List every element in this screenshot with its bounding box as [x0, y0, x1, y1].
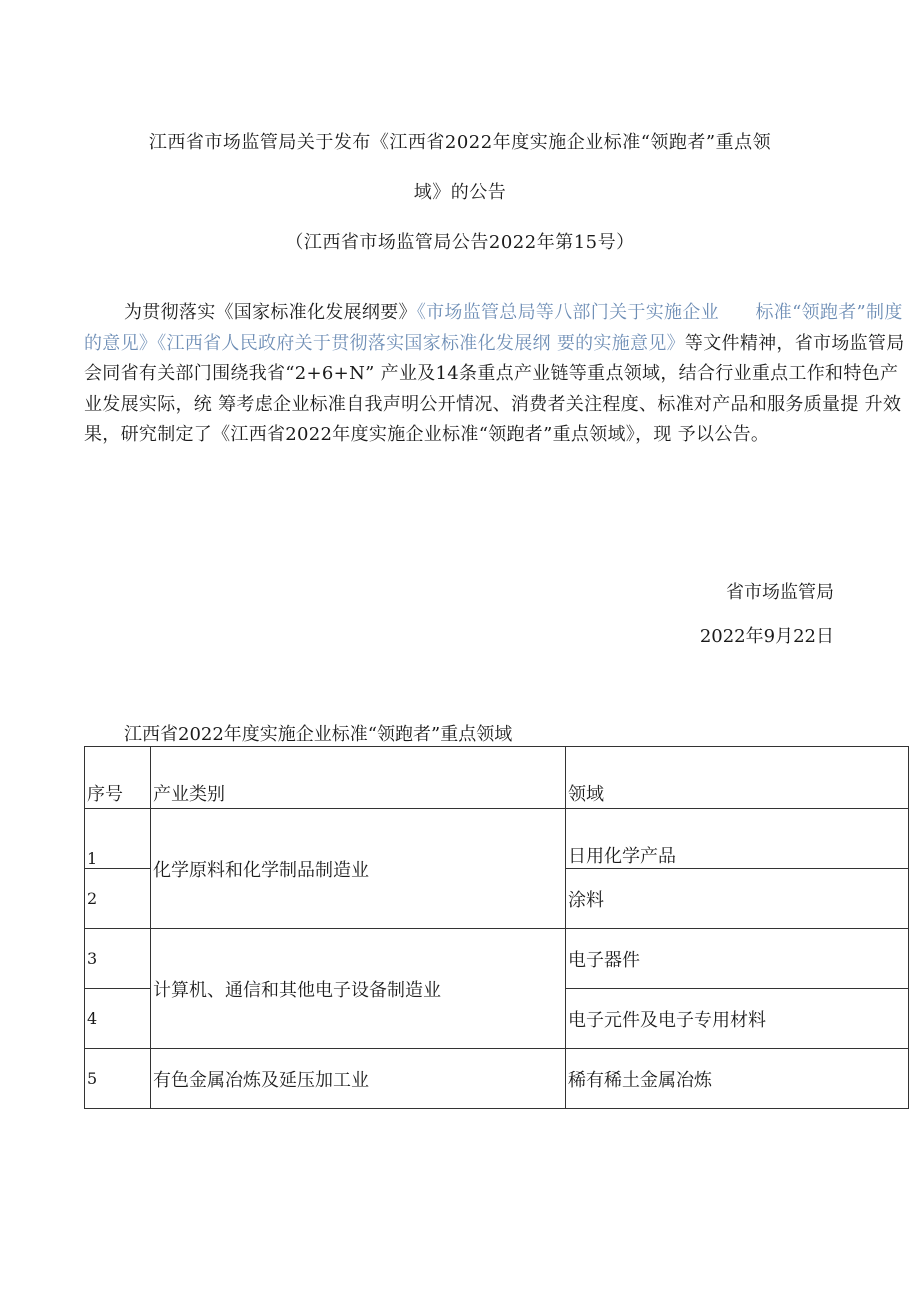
row-field: 电子器件	[566, 929, 909, 989]
table-row	[85, 809, 909, 869]
paragraph-intro: 为贯彻落实《国家标准化发展纲要》	[124, 302, 417, 323]
row-field: 日用化学产品	[566, 809, 909, 869]
header-category: 产业类别	[151, 747, 566, 809]
header-field: 领域	[566, 747, 909, 809]
paragraph-rest: 等文件精神，省市场监管局会同省有关部门围绕我省“2+6+N” 产业及14条重点产业链等重点领域，结合行业重点工作和特色产业发展实际，统 筹考虑企业标准自我声明公开情况、消费者关注程度、标准对产品和服务质量提 升效果，研究制定了《江西省2022年度实施企业标准“领跑者”重点领域》，现 予以公告。	[84, 332, 905, 446]
reference-link-jiangxi[interactable]: 《江西省人民政府关于贯彻落实国家标准化发展纲 要的实施意见》	[157, 332, 685, 354]
document-title-line-2: 域》的公告	[413, 182, 507, 203]
key-fields-table	[84, 746, 909, 1109]
document-number: （江西省市场监管局公告2022年第15号）	[285, 232, 635, 253]
row-category: 化学原料和化学制品制造业	[151, 809, 566, 929]
announcement-paragraph	[84, 298, 910, 451]
row-no: 1	[85, 809, 151, 869]
table-header-row	[85, 747, 909, 809]
reference-link-samr[interactable]: 《市场监管总局等八部门关于实施企业 标准“领跑者”制度的意见》	[84, 302, 903, 354]
row-no: 4	[85, 989, 151, 1049]
row-no: 5	[85, 1049, 151, 1109]
signature-date: 2022年9月22日	[699, 626, 834, 647]
row-category: 有色金属冶炼及延压加工业	[151, 1049, 566, 1109]
row-no: 2	[85, 869, 151, 929]
row-field: 稀有稀土金属冶炼	[566, 1049, 909, 1109]
signature-organization: 省市场监管局	[726, 582, 834, 603]
row-no: 3	[85, 929, 151, 989]
table-row	[85, 1049, 909, 1109]
document-title-line-1: 江西省市场监管局关于发布《江西省2022年度实施企业标准“领跑者”重点领	[148, 132, 772, 153]
row-field: 涂料	[566, 869, 909, 929]
header-no: 序号	[85, 747, 151, 809]
table-row	[85, 929, 909, 989]
row-category: 计算机、通信和其他电子设备制造业	[151, 929, 566, 1049]
row-field: 电子元件及电子专用材料	[566, 989, 909, 1049]
table-caption: 江西省2022年度实施企业标准“领跑者”重点领域	[124, 724, 513, 745]
